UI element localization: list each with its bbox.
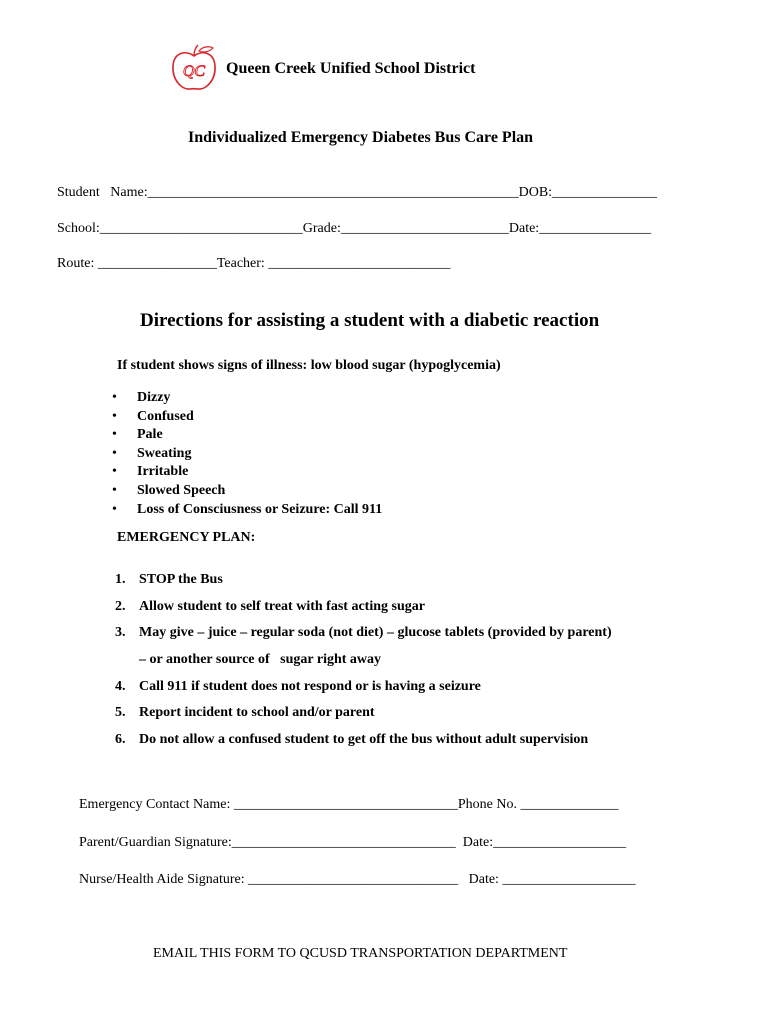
bullet-icon: •	[112, 482, 117, 498]
bullet-icon: •	[112, 464, 117, 480]
list-item: • Dizzy	[110, 389, 382, 408]
list-item: • Pale	[110, 426, 382, 445]
list-item: 1. STOP the Bus	[115, 572, 223, 587]
list-item-continuation: – or another source of sugar right away	[139, 652, 382, 668]
logo-letters: QC	[182, 63, 206, 80]
list-item: • Loss of Consciusness or Seizure: Call 911	[110, 501, 382, 520]
list-item: 3. May give – juice – regular soda (not diet) – glucose tablets (provided by parent)	[115, 625, 612, 641]
route-teacher-field-line[interactable]: Route: _________________Teacher: __________________________	[57, 256, 451, 271]
bullet-icon: •	[112, 390, 117, 405]
district-name: Queen Creek Unified School District	[226, 60, 476, 77]
list-item: 4. Call 911 if student does not respond or is having a seizure	[115, 678, 481, 694]
form-title: Individualized Emergency Diabetes Bus Care Plan	[188, 129, 534, 146]
nurse-signature-field-line[interactable]: Nurse/Health Aide Signature: ______________________________ Date: ___________________	[79, 872, 636, 887]
email-instruction: EMAIL THIS FORM TO QCUSD TRANSPORTATION DEPARTMENT	[153, 946, 568, 961]
list-item: 6. Do not allow a confused student to get off the bus without adult supervision	[115, 732, 589, 748]
bullet-icon: •	[112, 501, 117, 517]
directions-heading: Directions for assisting a student with a diabetic reaction	[140, 310, 600, 331]
list-item: • Slowed Speech	[110, 482, 382, 501]
bullet-icon: •	[112, 427, 117, 443]
list-item: 2. Allow student to self treat with fast acting sugar	[115, 598, 425, 614]
district-apple-logo	[170, 42, 218, 92]
list-item: • Irritable	[110, 463, 382, 482]
list-item: 5. Report incident to school and/or parent	[115, 705, 375, 721]
emergency-plan-heading: EMERGENCY PLAN:	[117, 530, 256, 545]
student-dob-field-line[interactable]: Student Name:_____________________________________________________DOB:_______________	[57, 185, 658, 200]
emergency-steps-list	[115, 571, 612, 758]
school-grade-date-field-line[interactable]: School:_____________________________Grade:________________________Date:________________	[57, 221, 652, 236]
symptom-list	[110, 389, 382, 519]
parent-signature-field-line[interactable]: Parent/Guardian Signature:________________________________ Date:___________________	[79, 835, 627, 850]
emergency-contact-field-line[interactable]: Emergency Contact Name: ________________________________Phone No. ______________	[79, 797, 619, 812]
list-item: • Confused	[110, 408, 382, 427]
list-item: • Sweating	[110, 445, 382, 464]
bullet-icon: •	[112, 408, 117, 424]
hypoglycemia-signs-intro: If student shows signs of illness: low blood sugar (hypoglycemia)	[117, 358, 501, 373]
bullet-icon: •	[112, 445, 117, 461]
